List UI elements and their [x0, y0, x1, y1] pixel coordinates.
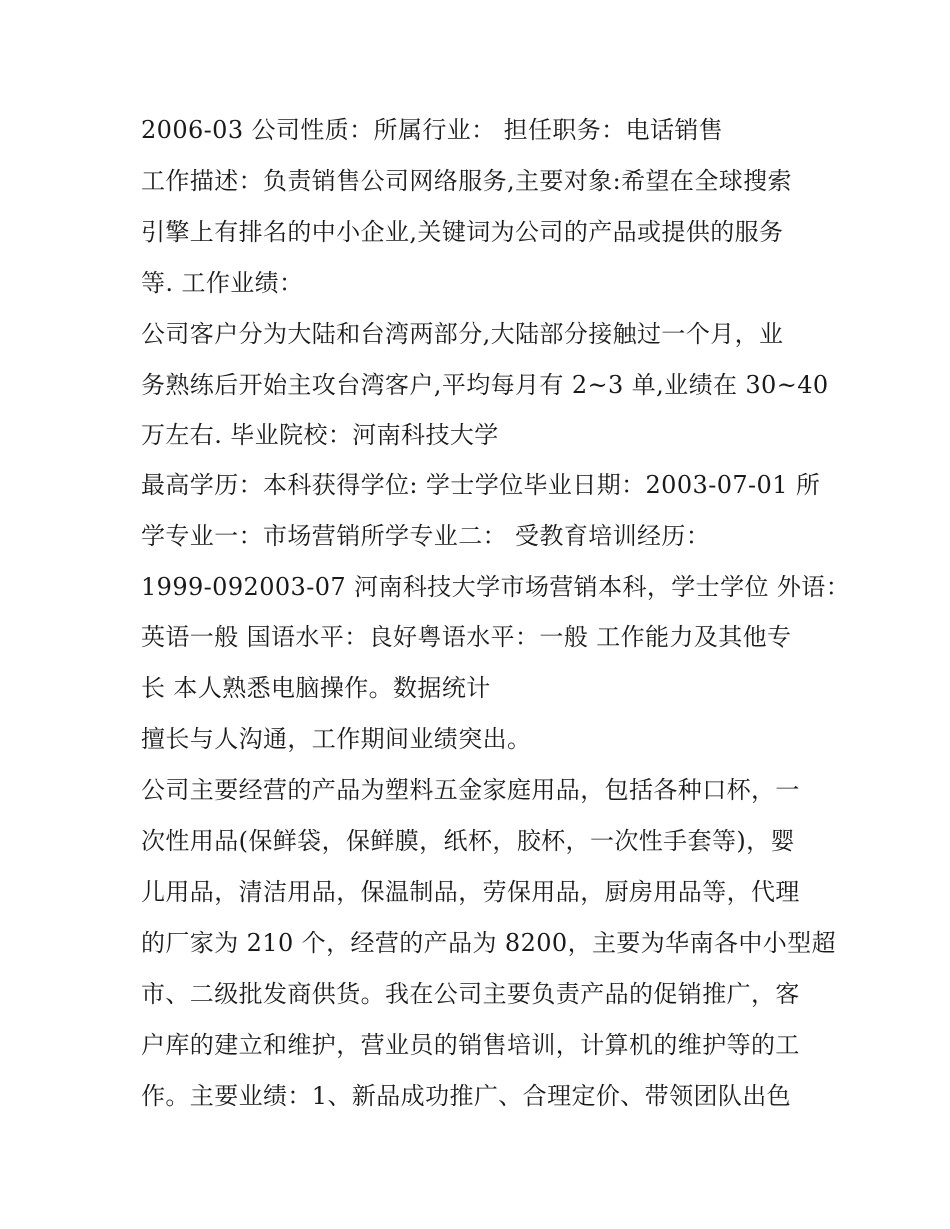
text-line: 户库的建立和维护，营业员的销售培训，计算机的维护等的工: [141, 1031, 800, 1059]
text-line: 等. 工作业绩：: [141, 269, 304, 297]
text-line: 务熟练后开始主攻台湾客户,平均每月有 2~3 单,业绩在 30~40: [141, 371, 829, 399]
text-line: 长 本人熟悉电脑操作。数据统计: [141, 674, 491, 702]
text-line: 公司客户分为大陆和台湾两部分,大陆部分接触过一个月，业: [141, 320, 784, 348]
text-line: 最高学历：本科获得学位: 学士学位毕业日期：2003-07-01 所: [141, 471, 821, 499]
text-line: 的厂家为 210 个，经营的产品为 8200，主要为华南各中小型超: [141, 929, 836, 957]
text-line: 儿用品，清洁用品，保温制品，劳保用品，厨房用品等，代理: [141, 878, 800, 906]
text-line: 1999-092003-07 河南科技大学市场营销本科，学士学位 外语：: [141, 573, 851, 601]
text-line: 引擎上有排名的中小企业,关键词为公司的产品或提供的服务: [141, 218, 784, 246]
text-line: 工作描述：负责销售公司网络服务,主要对象:希望在全球搜索: [141, 167, 792, 195]
text-line: 作。主要业绩：1、新品成功推广、合理定价、带领团队出色: [141, 1082, 792, 1110]
text-line: 万左右. 毕业院校：河南科技大学: [141, 421, 499, 449]
text-line: 次性用品(保鲜袋，保鲜膜，纸杯，胶杯，一次性手套等)，婴: [141, 827, 795, 855]
text-line: 市、二级批发商供货。我在公司主要负责产品的促销推广，客: [141, 980, 800, 1008]
text-line: 擅长与人沟通，工作期间业绩突出。: [141, 725, 532, 753]
text-line: 2006-03 公司性质：所属行业： 担任职务：电话销售: [141, 116, 724, 144]
text-line: 学专业一：市场营销所学专业二： 受教育培训经历：: [141, 522, 711, 550]
text-line: 公司主要经营的产品为塑料五金家庭用品，包括各种口杯，一: [141, 776, 800, 804]
text-line: 英语一般 国语水平：良好粤语水平：一般 工作能力及其他专: [141, 623, 792, 651]
